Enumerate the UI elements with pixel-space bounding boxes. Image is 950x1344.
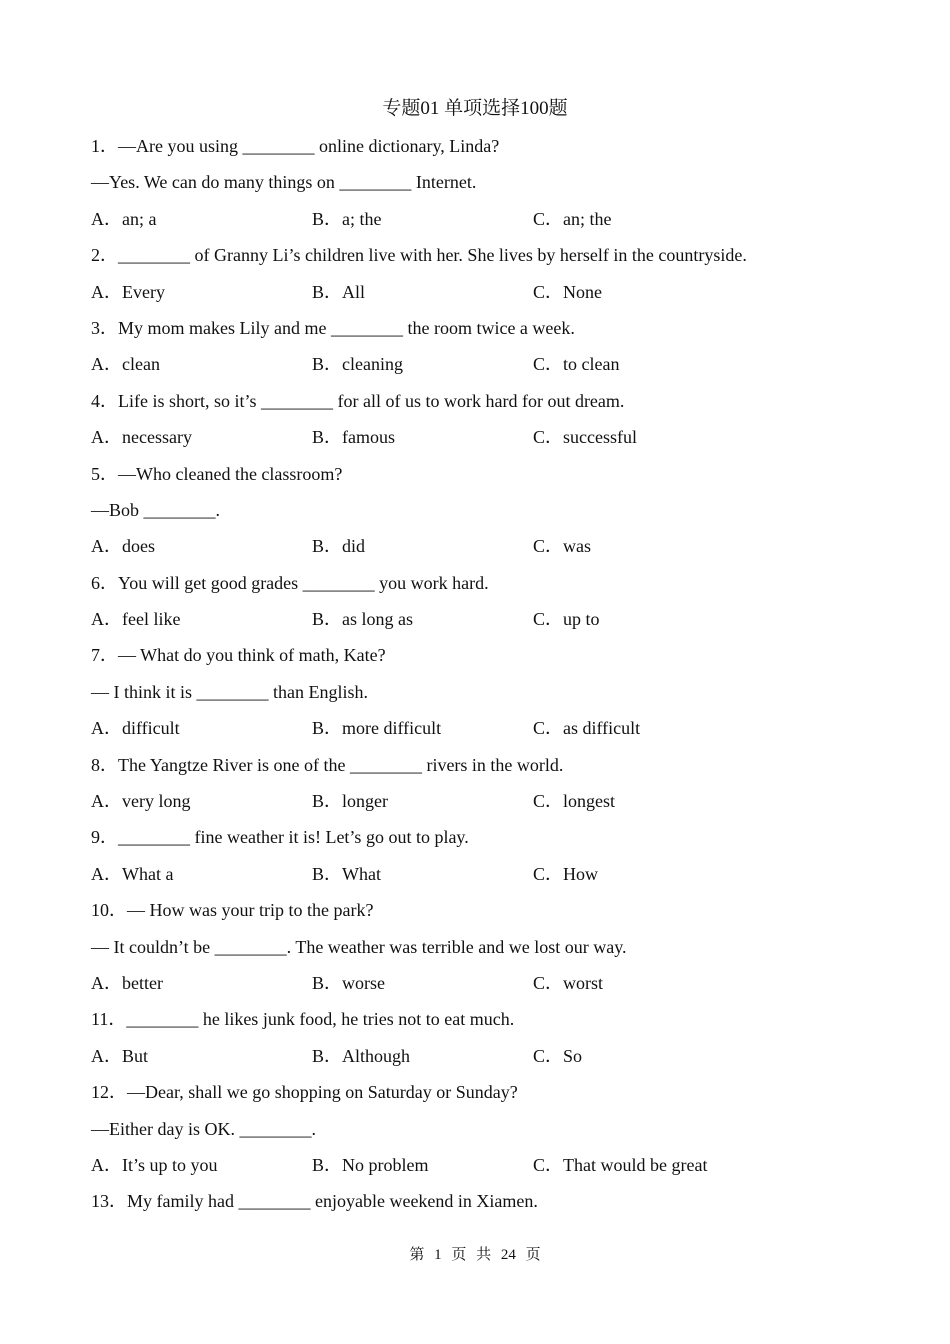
question-stem: 6．You will get good grades ________ you work hard. [91,572,489,593]
option-row [91,201,871,237]
answer-option: A．difficult [91,718,180,739]
answer-option: C．to clean [533,354,620,375]
question-item [91,565,871,638]
answer-option: B．All [312,281,366,302]
question-stem: 13．My family had ________ enjoyable weekend in Xiamen. [91,1191,538,1212]
option-row [91,1038,871,1074]
answer-option: B．famous [312,427,395,448]
question-item [91,456,871,565]
answer-option: B．No problem [312,1154,429,1175]
answer-option: B．did [312,536,366,557]
answer-option: C．How [533,863,599,884]
page-title: 专题01 单项选择100题 [382,98,568,119]
question-item [91,310,871,383]
question-reply: —Bob ________. [91,499,221,520]
answer-option: A．It’s up to you [91,1154,218,1175]
answer-option: C．an; the [533,208,612,229]
answer-option: A．feel like [91,609,181,630]
option-row [91,783,871,819]
answer-option: C．That would be great [533,1154,708,1175]
answer-option: A．better [91,972,163,993]
answer-option: B．a; the [312,208,382,229]
answer-option: B．as long as [312,609,413,630]
question-stem: 11．________ he likes junk food, he tries not to eat much. [91,1009,515,1030]
option-row [91,856,871,892]
question-stem: 3．My mom makes Lily and me ________ the room twice a week. [91,317,575,338]
question-stem: 4．Life is short, so it’s ________ for all of us to work hard for out dream. [91,390,625,411]
answer-option: C．up to [533,609,600,630]
question-stem: 5．—Who cleaned the classroom? [91,463,343,484]
answer-option: C．None [533,281,602,302]
option-row [91,1147,871,1183]
question-item [91,1074,871,1183]
question-item [91,128,871,237]
question-item [91,237,871,310]
option-row [91,710,871,746]
question-stem: 9．________ fine weather it is! Let’s go out to play. [91,827,469,848]
question-item [91,747,871,820]
question-item [91,637,871,746]
option-row [91,965,871,1001]
answer-option: B．cleaning [312,354,403,375]
question-reply: — I think it is ________ than English. [91,681,368,702]
question-stem: 8．The Yangtze River is one of the ________ rivers in the world. [91,754,564,775]
question-item [91,892,871,1001]
answer-option: B．What [312,863,381,884]
question-stem: 10．— How was your trip to the park? [91,900,374,921]
answer-option: A．necessary [91,427,192,448]
option-row [91,274,871,310]
answer-option: C．successful [533,427,637,448]
answer-option: A．clean [91,354,160,375]
question-reply: —Yes. We can do many things on ________ Internet. [91,172,477,193]
question-stem: 2．________ of Granny Li’s children live with her. She lives by herself in the countryside. [91,245,747,266]
answer-option: A．But [91,1045,149,1066]
question-reply: —Either day is OK. ________. [91,1118,316,1139]
question-stem: 7．— What do you think of math, Kate? [91,645,386,666]
question-stem: 12．—Dear, shall we go shopping on Saturday or Sunday? [91,1082,518,1103]
option-row [91,346,871,382]
answer-option: C．worst [533,972,604,993]
answer-option: C．longest [533,791,616,812]
question-stem: 1．—Are you using ________ online dictionary, Linda? [91,136,500,156]
answer-option: B．more difficult [312,718,442,739]
answer-option: A．Every [91,281,165,302]
answer-option: A．What a [91,863,174,884]
question-item [91,1183,871,1219]
question-item [91,819,871,892]
answer-option: C．So [533,1045,583,1066]
answer-option: C．as difficult [533,718,641,739]
answer-option: C．was [533,536,591,557]
question-item [91,383,871,456]
answer-option: B．longer [312,791,388,812]
page-footer: 第 1 页 共 24 页 [409,1247,541,1263]
option-row [91,419,871,455]
question-list [91,128,871,1220]
answer-option: B．Although [312,1045,411,1066]
question-item [91,1001,871,1074]
answer-option: A．an; a [91,208,157,229]
question-reply: — It couldn’t be ________. The weather was terrible and we lost our way. [91,936,627,957]
answer-option: A．very long [91,791,191,812]
option-row [91,528,871,564]
answer-option: A．does [91,536,155,557]
option-row [91,601,871,637]
answer-option: B．worse [312,972,385,993]
